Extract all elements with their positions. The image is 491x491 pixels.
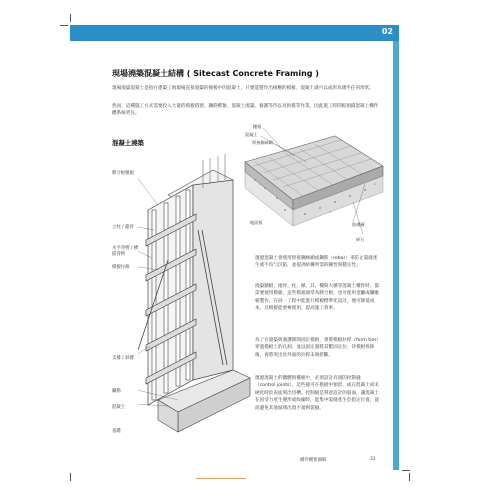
footer-title: 構件概要圖解 (300, 458, 327, 463)
label-rebar: 鋼筋 (112, 389, 121, 394)
crop-mark (409, 473, 410, 481)
label-brace: 支撐 / 斜撐 (112, 356, 134, 361)
formwork-wall-diagram (138, 150, 253, 440)
crop-mark (70, 473, 71, 481)
crop-mark (60, 25, 68, 26)
label-slab: 樓板 (253, 124, 262, 129)
intro-paragraph-1: 現場澆築混凝土是指在建築工地現場直接澆築的樑板中的混凝土，只要能製作出相應的模板，混凝土就可以成形為幾乎任何形狀。 (112, 86, 374, 91)
label-footing: 基礎 (112, 429, 121, 434)
bottom-accent-line (196, 478, 246, 479)
label-concrete-top: 混凝土 (245, 132, 258, 137)
right-paragraph-1: 現澆混凝土會使用焊接鋼絲網或鋼筋（rebar）來防止裂縫產生或不均勻沉陷，並提供結構所需的剛性與穩定性。 (255, 256, 378, 269)
label-wale: 水平背楞 / 横擋背楞 (112, 246, 139, 257)
label-subgrade: 地面板 (250, 220, 263, 225)
label-gravel: 碎石 (356, 237, 365, 242)
label-vapor-barrier: 防潮層 (352, 222, 365, 227)
section-title: 現場澆築混凝土結構 ( Sitecast Concrete Framing ) (112, 69, 319, 78)
label-concrete-left: 混凝土 (112, 405, 126, 410)
intro-paragraph-2: 然而，這種施工方式需要投入大量的模板搭建、鋼筋綁紮、混凝土澆築、養護等待以及拆模等作業，因此施工時間較預鑄混凝土構件體系統更長。 (112, 104, 379, 116)
chapter-number: 02 (381, 27, 393, 36)
crop-mark (402, 470, 410, 471)
right-paragraph-3: 為了在澆築與養護期間固定模板，會將模板拉桿（form ties）穿過模板上的孔洞，並以固定器將其繫固定位；待模板拆除後，再將突出於外面的拉桿末端折斷。 (255, 338, 379, 358)
formwork-heading: 混凝土澆築 (112, 139, 144, 147)
chapter-sidebar-strip (393, 25, 399, 470)
label-form-tie: 模板拉條 (112, 265, 130, 270)
right-paragraph-4: 現澆混凝土的牆體與樓板中，必須設計有規的控制縫（control joints），這些縫可在模板中預留，或在混凝土尚未硬化時於表面刻出切槽。控制縫是刻意設計的弱面，讓混凝土在因受力產生變形或收縮時，能集中裂縫產生於指定位置，從而避免其他區域出現不規則裂縫。 (255, 376, 380, 411)
label-plywood: 膠合板模板 (112, 171, 134, 176)
chapter-header-bar (70, 25, 399, 41)
footer-page-number: 31 (370, 457, 376, 462)
label-stud: 立柱 / 龍骨 (112, 225, 134, 230)
crop-mark (70, 14, 71, 22)
right-paragraph-2: 澆築牆板、地坪、柱、樑、其、樓與大樑等混凝土構件時，都需要使用模板，這些模板通常為膠合板，也可使用金屬或纖維板製作。在同一工程中能進行模板標準化設計，便可降低成本，且模板能重複使用，提高施工效率。 (255, 284, 380, 312)
label-wire-mesh: 焊接鋼絲網 (252, 140, 273, 145)
